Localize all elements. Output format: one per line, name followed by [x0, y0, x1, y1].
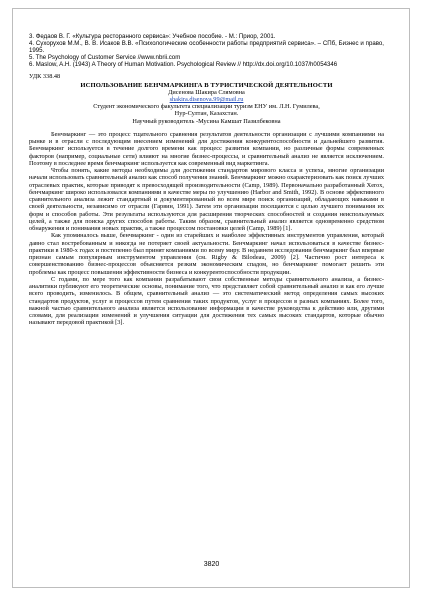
udk-code: УДК 338.48: [29, 73, 61, 81]
article-body: [29, 131, 384, 327]
body-paragraph: Чтобы понять, какие методы необходимы для достижения стандартов мирового класса и успеха, многие организации начали использовать сравнительный анализ как способ получения знаний. Бенчмаркинг можно охарактеризовать как поиск лучших отраслевых практик, которые приводят к превосходящей производительности (Camp, 1989). Первоначально разработанный Xerox, бенчмаркинг широко использовался компаниями в качестве меры по улучшению (Harbor and Smith, 1992). В основе эффективного сравнительного анализа лежит стандартный и документированный во всем мире поиск организаций, обладающих навыками в своей деятельности, независимо от отрасли (Гарвин, 1991). Затем эти организации посещаются с целью лучшего понимания их форм и способов работы. Эти результаты используются для расширения творческих способностей и создания неиспользуемых целей, а также для поиска других способов работы. Таким образом, сравнительный анализ является одновременно средством обнаружения и понимания новых практик, а также процессом постановки целей (Camp, 1989) [1].: [29, 167, 384, 233]
reference-item: 3. Федаов В. Г. «Культура ресторанного сервиса»: Учебное пособие. - М.: Приор, 2001.: [29, 33, 276, 40]
page-number: 3820: [203, 561, 220, 568]
body-paragraph: Бенчмаркинг — это процесс тщательного сравнения результатов деятельности организации с лучшими компаниями на рынке и в отрасли с последующим внесением изменений для достижения конкурентоспособности и дальнейшего развития. Бенчмаркинг используется в течение долгого времени как процесс развития компании, но различные формы современных факторов (например, социальные сети) влияют на многие бизнес-процессы, и сравнительный анализ не является исключением. Поэтому в последнее время бенчмаркинг используется как современный вид маркетинга.: [29, 130, 384, 167]
document-page: [29, 33, 384, 327]
body-paragraph: С годами, по мере того как компании разрабатывают свои собственные методы сравнительного анализа, а бизнес-аналитики публикуют его теоретические основы, понимание того, что представляет собой сравнительный анализ и как его лучше всего проводить, изменилось. В общем, сравнительный анализ — это систематический метод определения самых высоких стандартов продуктов, услуг и процессов путем сравнения таких продуктов, услуг в процессов в разных компаниях. Более того, важной частью сравнительного анализа является использование информации в качестве руководства к действию или, другими словами, для реализации изменений и улучшения ситуации для достижения тех самых высоких стандартов, которые обычно называют передовой практикой [3].: [29, 275, 384, 327]
reference-item: 5. The Psychology of Customer Service //www.nbrii.com: [29, 54, 181, 62]
article-title: ИСПОЛЬЗОВАНИЕ БЕНЧМАРКИНГА В ТУРИСТИЧЕСКОЙ ДЕЯТЕЛЬНОСТИ: [80, 81, 333, 89]
author-email-link[interactable]: shakira.disenova.99@mail.ru: [169, 96, 244, 104]
author-name: Дисенова Шакира Слямовна: [168, 88, 245, 96]
reference-list: [29, 33, 384, 68]
affiliation-city: Нур-Султан, Казахстан.: [174, 110, 239, 118]
reference-item: 6. Maslow, A.H. (1943) A Theory of Human Motivation. Psychological Review // http://dx.doi.org/10.1037/h0054346: [29, 61, 338, 69]
supervisor-line: Научный руководитель -Мусина Камшат Пазилбековна: [132, 117, 281, 125]
affiliation-line: Студент экономического факультета специализации туризм ЕНУ им. Л.Н. Гумилева,: [93, 103, 320, 111]
body-paragraph: Как упоминалось выше, бенчмаркинг - один из старейших и наиболее эффективных инструментов управления, который давно стал востребованным и никогда не потеряет своей актуальности. Бенчмаркинг начал использоваться в качестве бизнес-практики в 1980-х годах и постепенно был принят компаниями по всему миру. В недавнем исследовании бенчмаркинг был впервые признан самым популярным инструментом управления (см. Rigby & Bilodeau, 2009) [2]. Частично рост интереса к совершенствованию бизнес-процессов объясняется резким экономическим спадом, но бенчмаркинг помогает решить эти проблемы как процесс повышения эффективности бизнеса и конкурентоспособности продукции.: [29, 232, 384, 276]
reference-item: 4. Сухорухов М.М., В. В. Исаков В.В. «Психологические особенности работы предприятий сервиса». – СПб, Бизнес и право, 1995.: [29, 40, 384, 55]
